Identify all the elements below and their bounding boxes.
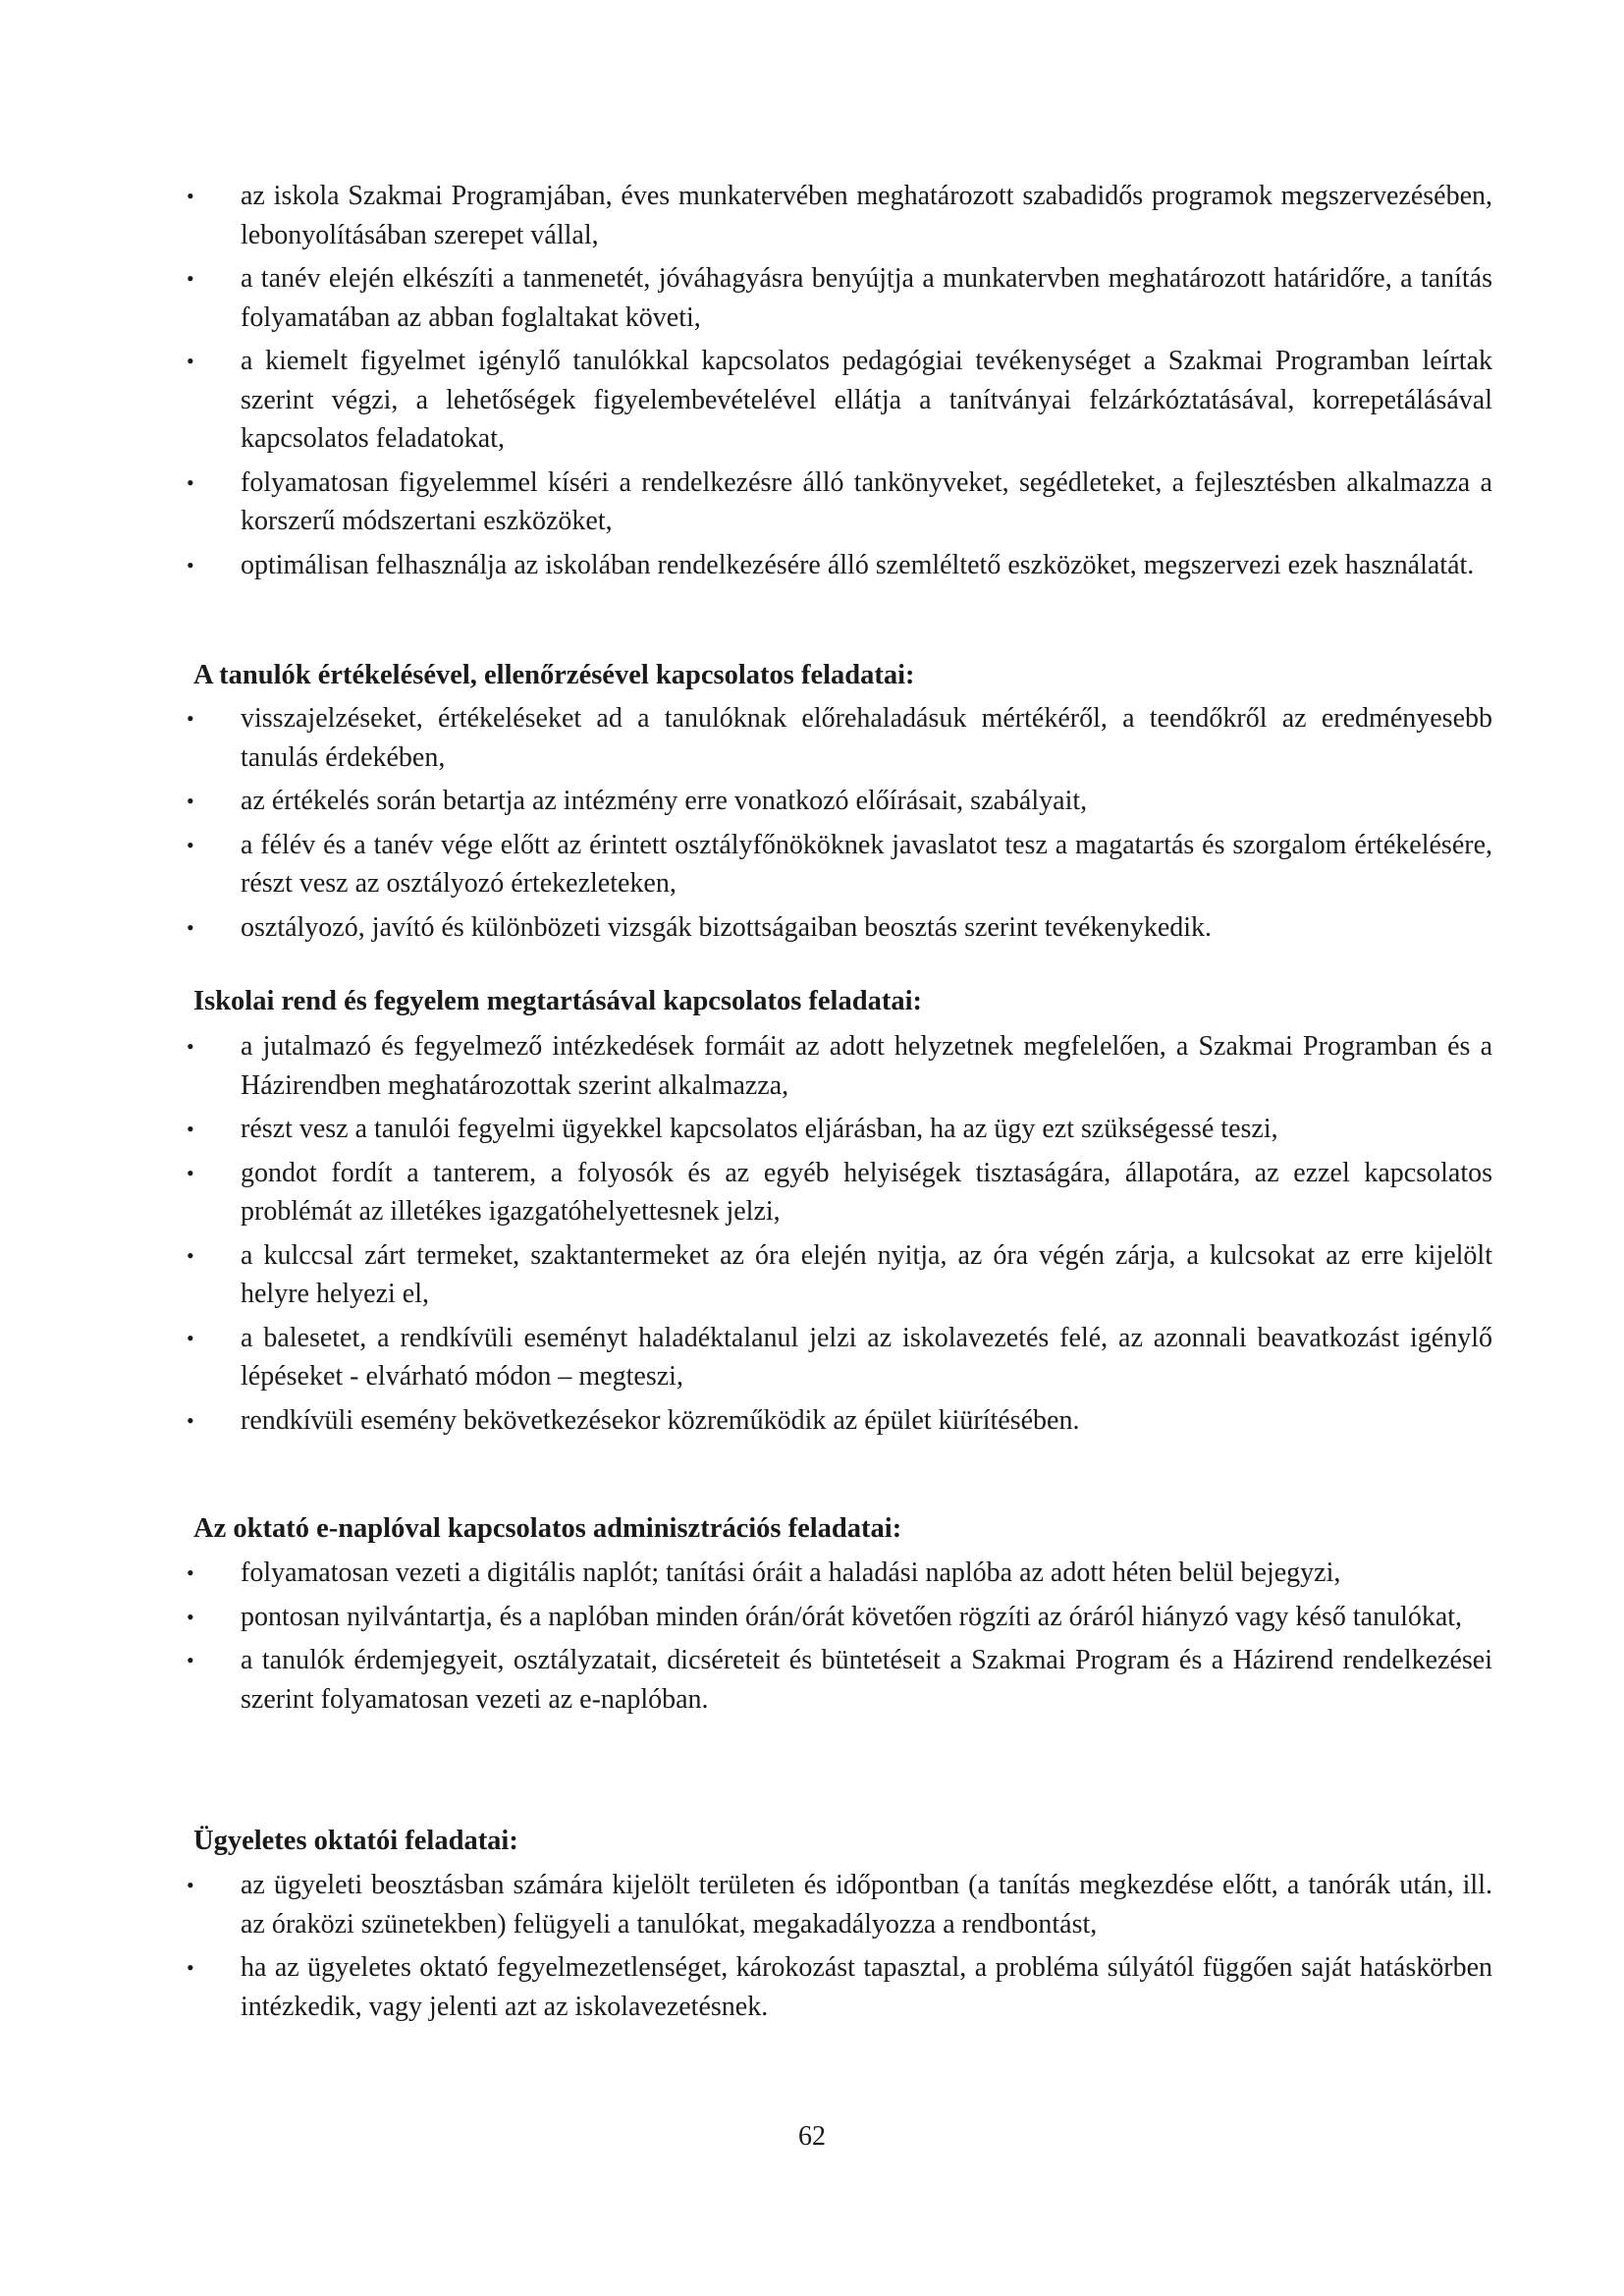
bullet-icon: • [187,1560,194,1585]
section-heading-duty: Ügyeletes oktatói feladatai: [193,1826,518,1856]
list-item-text: rendkívüli esemény bekövetkezésekor közreműködik az épület kiürítésében. [241,1404,1080,1436]
list-item-text: az ügyeleti beosztásban számára kijelölt területen és időpontban (a tanítás megkezdése előtt, a tanórák után, ill. az óraközi szünetekben) felügyeli a tanulókat, megakadályozza a rendbontást, [241,1870,1492,1940]
section-heading-discipline: Iskolai rend és fegyelem megtartásával kapcsolatos feladatai: [193,986,922,1016]
bullet-icon: • [187,1873,194,1897]
list-item-text: az iskola Szakmai Programjában, éves munkatervében meghatározott szabadidős programok megszervezésében, lebonyolításában szerepet vállal, [241,181,1492,250]
list-item-text: az értékelés során betartja az intézmény erre vonatkozó előírásait, szabályait, [241,786,1088,816]
list-item [187,1319,1492,1396]
list-item [187,699,1492,777]
bullet-icon: • [187,1160,194,1185]
bullet-icon: • [187,914,194,940]
list-item [187,342,1492,459]
list-item-text: a félév és a tanév vége előtt az érintett osztályfőnököknek javaslatot tesz a magatartás és szorgalom értékelésére, részt vesz az osztályozó értekezleteken, [241,829,1492,899]
section-discipline-list-block [187,1027,1492,1445]
bullet-icon: • [187,266,194,291]
list-item [187,1598,1492,1637]
bullet-icon: • [187,789,194,813]
list-item-text: ha az ügyeletes oktató fegyelmezetlenséget, károkozást tapasztal, a probléma súlyától függően saját hatáskörben intézkedik, vagy jelenti azt az iskolavezetésnek. [241,1952,1492,2022]
intro-list-block [187,177,1492,589]
list-item-text: a tanév elején elkészíti a tanmenetét, jóváhagyásra benyújtja a munkatervben meghatározott határidőre, a tanítás folyamatában az abban foglaltakat követi, [241,263,1492,333]
bullet-icon: • [187,349,194,373]
list-item-text: a kulccsal zárt termeket, szaktantermeket az óra elején nyitja, az óra végén zárja, a kulcsokat az erre kijelölt helyre helyezi el, [241,1239,1492,1309]
bullet-icon: • [187,1117,194,1141]
bullet-icon: • [187,706,194,731]
section-heading-enaplo: Az oktató e-naplóval kapcsolatos adminisztrációs feladatai: [193,1513,902,1544]
list-item-text: visszajelzéseket, értékeléseket ad a tanulóknak előrehaladásuk mértékéről, a teendőkről az eredményesebb tanulás érdekében, [241,703,1492,773]
list-item-text: folyamatosan vezeti a digitális naplót; tanítási óráit a haladási naplóba az adott héten belül bejegyzi, [241,1558,1341,1588]
list-item [187,464,1492,541]
list-item-text: gondot fordít a tanterem, a folyosók és az egyéb helyiségek tisztaságára, állapotára, az ezzel kapcsolatos problémát az illetékes igazgatóhelyettesnek jelzi, [241,1157,1492,1227]
bullet-icon: • [187,1604,194,1629]
list-item [187,177,1492,254]
list-item [187,1110,1492,1149]
list-item-text: folyamatosan figyelemmel kíséri a rendelkezésre álló tankönyveket, segédleteket, a fejlesztésben alkalmazza a korszerű módszertani eszközöket, [241,466,1492,536]
section-enaplo-list-block [187,1554,1492,1723]
bullet-icon: • [187,1325,194,1350]
list-item-text: optimálisan felhasználja az iskolában rendelkezésére álló szemléltető eszközöket, megszervezi ezek használatát. [241,549,1475,580]
list-item [187,1554,1492,1593]
bullet-icon: • [187,1955,194,1980]
list-item-text: pontosan nyilvántartja, és a naplóban minden órán/órát követően rögzíti az óráról hiányzó vagy késő tanulókat, [241,1601,1463,1632]
bullet-icon: • [187,552,194,577]
section-evaluation-list [187,699,1492,947]
list-item-text: a balesetet, a rendkívüli eseményt haladéktalanul jelzi az iskolavezetés felé, az azonnali beavatkozást igénylő lépéseket - elvárható módon – megteszi, [241,1322,1492,1392]
list-item [187,908,1492,948]
bullet-icon: • [187,1034,194,1059]
list-item [187,259,1492,337]
list-item [187,1948,1492,2026]
list-item [187,546,1492,585]
section-duty-list [187,1866,1492,2026]
list-item [187,826,1492,903]
bullet-icon: • [187,832,194,857]
bullet-icon: • [187,1242,194,1268]
list-item [187,1866,1492,1943]
page-number: 62 [798,2121,826,2152]
list-item-text: a tanulók érdemjegyeit, osztályzatait, dicséreteit és büntetéseit a Szakmai Program és a Házirend rendelkezései szerint folyamatosan vezeti az e-naplóban. [241,1645,1492,1715]
bullet-icon: • [187,184,194,208]
list-item [187,1027,1492,1105]
bullet-icon: • [187,469,194,495]
bullet-icon: • [187,1648,194,1672]
list-item [187,782,1492,821]
section-discipline-list [187,1027,1492,1440]
section-heading-evaluation: A tanulók értékelésével, ellenőrzésével kapcsolatos feladatai: [193,660,915,690]
list-item [187,1641,1492,1719]
intro-list [187,177,1492,584]
list-item-text: részt vesz a tanulói fegyelmi ügyekkel kapcsolatos eljárásban, ha az ügy ezt szükségessé teszi, [241,1114,1278,1144]
section-duty-list-block [187,1866,1492,2031]
list-item [187,1154,1492,1231]
section-enaplo-list [187,1554,1492,1719]
list-item-text: osztályozó, javító és különbözeti vizsgák bizottságaiban beosztás szerint tevékenykedik. [241,911,1213,943]
list-item-text: a jutalmazó és fegyelmező intézkedések formáit az adott helyzetnek megfelelően, a Szakmai Programban és a Házirendben meghatározottak szerint alkalmazza, [241,1031,1492,1101]
list-item [187,1236,1492,1314]
section-evaluation-list-block [187,699,1492,952]
bullet-icon: • [187,1407,194,1433]
list-item [187,1401,1492,1441]
list-item-text: a kiemelt figyelmet igénylő tanulókkal kapcsolatos pedagógiai tevékenységet a Szakmai Programban leírtak szerint végzi, a lehetőségek figyelembevételével ellátja a tanítványai felzárkóztatásával, korrepetálásával kapcsolatos feladatokat, [241,346,1492,454]
